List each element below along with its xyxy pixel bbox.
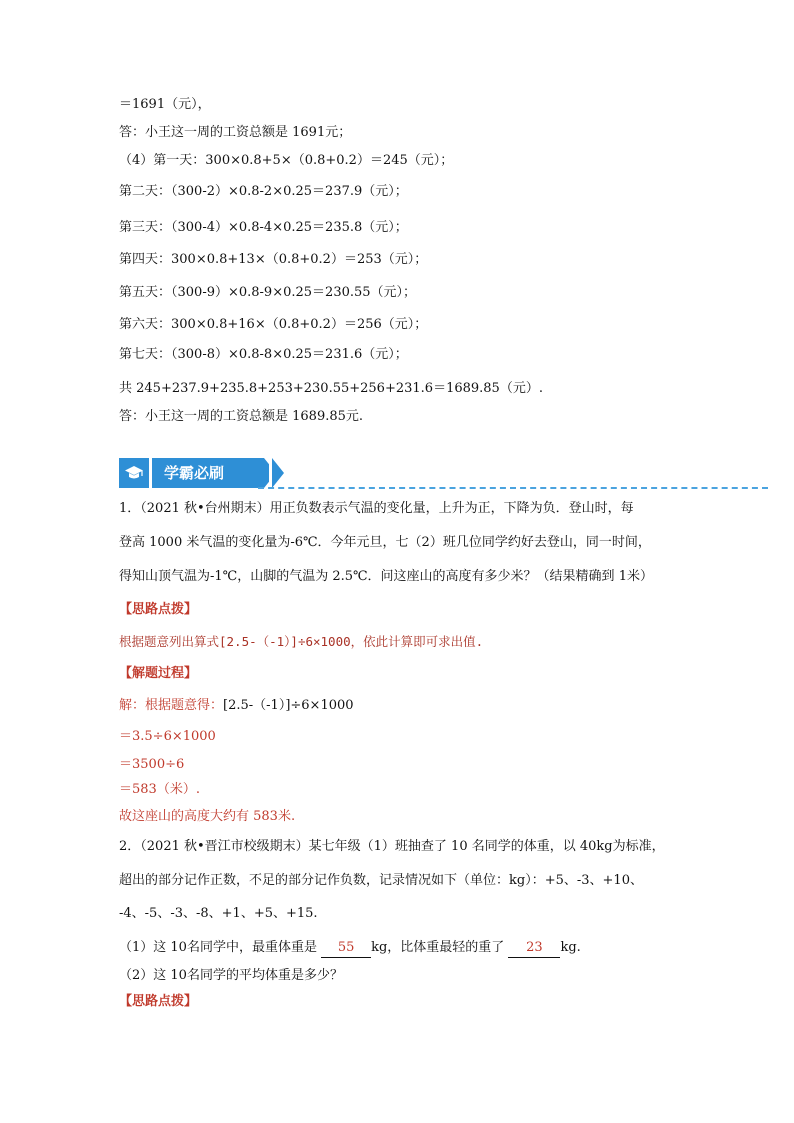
q2-text-2: 超出的部分记作正数，不足的部分记作负数，记录情况如下（单位：kg）：+5、-3、+10、: [119, 873, 643, 888]
prev-day-1: （4）第一天：300×0.8+5×（0.8+0.2）＝245（元）；: [119, 153, 454, 168]
section-title: 学霸必刷: [152, 458, 264, 488]
q2-answer-blank-2: 23: [508, 939, 560, 958]
prev-day-6: 第六天：300×0.8+16×（0.8+0.2）＝256（元）；: [119, 317, 428, 332]
q1-answer-prefix: 故这座山的高度大约有: [119, 809, 254, 824]
q1-answer-value: 583: [253, 809, 278, 824]
q1-solution-3: ＝3500÷6: [119, 757, 185, 772]
q2-text-3: -4、-5、-3、-8、+1、+5、+15.: [119, 906, 318, 921]
section-divider: [258, 487, 768, 489]
prev-day-3: 第三天：（300-4）×0.8-4×0.25＝235.8（元）；: [119, 220, 408, 235]
q1-text-3: 得知山顶气温为-1℃，山脚的气温为 2.5℃．问这座山的高度有多少米？（结果精确到 1米）: [119, 569, 653, 584]
chevron-right-icon: [272, 458, 284, 488]
q2-part-1-b: kg，比体重最轻的重了: [371, 940, 505, 955]
prev-day-4: 第四天：300×0.8+13×（0.8+0.2）＝253（元）；: [119, 252, 428, 267]
q1-solution-2: ＝3.5÷6×1000: [119, 729, 216, 744]
q1-solution-4: ＝583（米）.: [119, 782, 200, 797]
q2-answer-blank-1: 55: [321, 939, 371, 958]
prev-day-7: 第七天：（300-8）×0.8-8×0.25＝231.6（元）；: [119, 347, 408, 362]
q2-part-1-a: （1）这 10名同学中，最重体重是: [119, 940, 317, 955]
q1-solution-1: [119, 697, 354, 715]
prev-day-2: 第二天：（300-2）×0.8-2×0.25＝237.9（元）；: [119, 184, 408, 199]
q1-answer: [119, 808, 295, 826]
prev-total: 共 245+237.9+235.8+253+230.55+256+231.6＝1689.85（元）.: [119, 381, 543, 396]
q1-solution-prefix: 解：根据题意得：: [119, 698, 224, 713]
q1-answer-suffix: 米.: [277, 809, 296, 824]
q2-text-1: 2．（2021 秋•晋江市校级期末）某七年级（1）班抽查了 10 名同学的体重，以 40kg为标准，: [119, 839, 665, 854]
q1-text-1: 1．（2021 秋•台州期末）用正负数表示气温的变化量，上升为正，下降为负．登山时，每: [119, 501, 634, 516]
q1-solution-label: 【解题过程】: [119, 666, 198, 681]
q2-part-1: [119, 939, 581, 958]
q1-solution-expr: [2.5-（-1）]÷6×1000: [223, 698, 354, 713]
prev-line-1: ＝1691（元），: [119, 97, 211, 112]
q1-hint-label: 【思路点拨】: [119, 602, 198, 617]
prev-day-5: 第五天：（300-9）×0.8-9×0.25＝230.55（元）；: [119, 285, 417, 300]
prev-answer-1: 答：小王这一周的工资总额是 1691元；: [119, 125, 352, 140]
prev-answer-2: 答：小王这一周的工资总额是 1689.85元.: [119, 409, 364, 424]
graduation-cap-icon: [119, 458, 149, 488]
q2-hint-label: 【思路点拨】: [119, 994, 198, 1009]
q1-hint: 根据题意列出算式[2.5-（-1）]÷6×1000，依此计算即可求出值.: [119, 634, 484, 649]
q1-text-2: 登高 1000 米气温的变化量为-6℃．今年元旦，七（2）班几位同学约好去登山，同一时间，: [119, 535, 651, 550]
q2-part-1-c: kg.: [560, 940, 581, 955]
q2-part-2: （2）这 10名同学的平均体重是多少？: [119, 968, 343, 983]
